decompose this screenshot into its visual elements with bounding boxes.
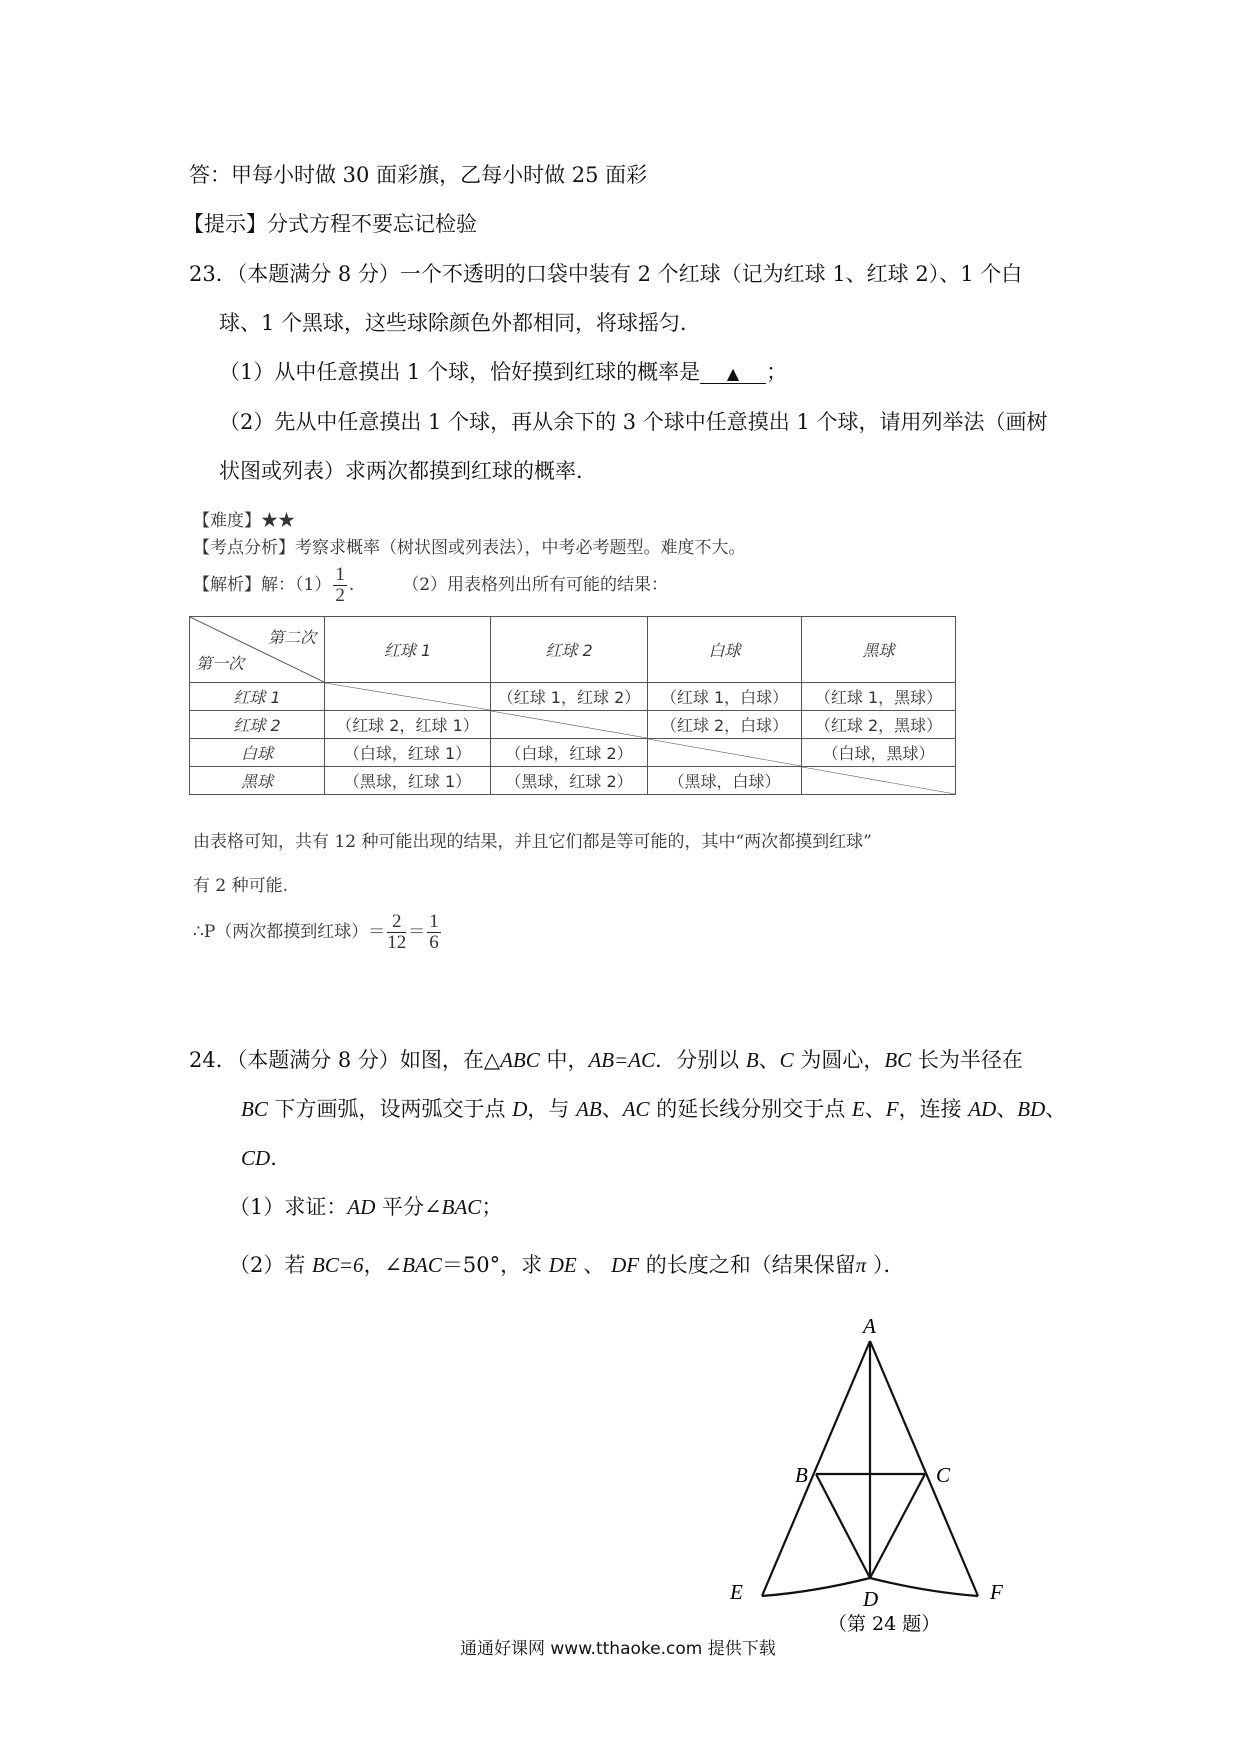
table-cell: （白球，红球 1） [325, 739, 491, 767]
var-abc: ABC [500, 1048, 540, 1072]
var-ab-eq-ac: AB=AC [588, 1048, 656, 1072]
var-c: C [779, 1048, 794, 1072]
segment-bd [816, 1474, 870, 1578]
header-cell: 红球 1 [325, 617, 491, 683]
var-d: D [512, 1097, 528, 1121]
var-bc: BC [884, 1048, 912, 1072]
var-cd: CD [241, 1146, 271, 1170]
hint-line: 【提示】分式方程不要忘记检验 [183, 212, 477, 236]
var-ac: AC [622, 1097, 650, 1121]
q24-text: ）． [866, 1253, 905, 1277]
var-ab: AB [576, 1097, 602, 1121]
diagonal-cell [325, 683, 491, 711]
solution-prefix: 【解析】解：（1） [193, 574, 332, 595]
diagonal-cell [802, 767, 956, 795]
q24-text: 下方画弧，设两弧交于点 [267, 1097, 513, 1121]
row-header: 红球 1 [190, 683, 325, 711]
header-cell: 红球 2 [491, 617, 648, 683]
q23-line2: 球、1 个黑球，这些球除颜色外都相同，将球摇匀． [219, 311, 702, 335]
q24-text: 、 [996, 1097, 1018, 1121]
equals-sign: ＝ [408, 921, 426, 942]
q23-part2-line2: 状图或列表）求两次都摸到红球的概率． [219, 459, 597, 483]
row-header: 白球 [190, 739, 325, 767]
header-cell: 白球 [648, 617, 802, 683]
analysis: 【考点分析】考察求概率（树状图或列表法），中考必考题型。难度不大。 [193, 538, 746, 558]
difficulty: 【难度】★★ [193, 511, 295, 531]
arc-de: DE [548, 1253, 577, 1277]
q23-part2-line1: （2）先从中任意摸出 1 个球，再从余下的 3 个球中任意摸出 1 个球，请用列举法（画树 [219, 410, 1048, 434]
pi-symbol: π [855, 1253, 867, 1277]
q24-text: 24．（本题满分 8 分）如图，在△ [189, 1048, 501, 1072]
geometry-figure [720, 1312, 1020, 1632]
var-b: B [745, 1048, 759, 1072]
fraction-denominator: 6 [429, 931, 439, 953]
segment-cd [870, 1474, 925, 1578]
label-a: A [863, 1314, 876, 1338]
table-cell: （黑球，红球 1） [325, 767, 491, 795]
q24-text: 、 [864, 1097, 886, 1121]
q24-text: 、 [601, 1097, 623, 1121]
table-corner-cell [190, 617, 325, 683]
corner-first-draw: 第一次 [196, 654, 245, 673]
solution-line [193, 565, 668, 606]
q24-text: 、 [758, 1048, 780, 1072]
q23-line1: 23．（本题满分 8 分）一个不透明的口袋中装有 2 个红球（记为红球 1、红球 2）、1 个白 [189, 262, 1023, 286]
q24-part1 [229, 1195, 502, 1220]
conclusion-line2: 有 2 种可能. [193, 876, 289, 896]
fraction-one-sixth [427, 912, 441, 953]
fraction-two-twelfths [387, 912, 406, 953]
var-f: F [885, 1097, 899, 1121]
q24-text: ，与 [527, 1097, 577, 1121]
table-cell: （红球 2，白球） [648, 711, 802, 739]
diagonal-cell [648, 739, 802, 767]
fraction-denominator: 12 [387, 931, 407, 953]
row-header: 黑球 [190, 767, 325, 795]
q24-text: . [270, 1146, 277, 1170]
q24-text: 的长度之和（结果保留 [639, 1253, 856, 1277]
table-cell: （黑球，白球） [648, 767, 802, 795]
var-bac: BAC [402, 1253, 442, 1277]
q24-text: 中， [539, 1048, 589, 1072]
probability-result [193, 912, 443, 953]
q24-text: ； [481, 1195, 503, 1219]
label-e: E [730, 1580, 743, 1604]
q24-text: ，∠ [363, 1253, 403, 1277]
label-c: C [936, 1463, 951, 1487]
arc-df: DF [611, 1253, 640, 1277]
previous-answer: 答：甲每小时做 30 面彩旗，乙每小时做 25 面彩 [189, 163, 648, 187]
fraction-numerator: 1 [429, 911, 439, 932]
table-row [190, 767, 956, 795]
label-d: D [863, 1587, 879, 1611]
answer-blank: ▲ [700, 364, 766, 384]
segment-ae [762, 1341, 870, 1596]
table-row [190, 683, 956, 711]
q24-text: 长为半径在 [911, 1048, 1023, 1072]
table-row [190, 711, 956, 739]
diagonal-cell [491, 711, 648, 739]
fraction-numerator: 1 [335, 564, 345, 585]
q24-part2 [229, 1253, 905, 1278]
table-cell: （白球，黑球） [802, 739, 956, 767]
q24-text: 平分∠ [375, 1195, 442, 1219]
probability-table [189, 616, 956, 795]
label-f: F [990, 1580, 1003, 1604]
q24-text: ，连接 [898, 1097, 969, 1121]
corner-second-draw: 第二次 [267, 628, 316, 647]
header-cell: 黑球 [802, 617, 956, 683]
var-bc: BC [241, 1097, 268, 1121]
q24-text: 、 [1045, 1097, 1067, 1121]
label-b: B [795, 1463, 808, 1487]
arc-ed [762, 1578, 870, 1596]
var-ad: AD [347, 1195, 376, 1219]
q24-text: 的延长线分别交于点 [649, 1097, 852, 1121]
table-cell: （白球，红球 2） [491, 739, 648, 767]
segment-af [870, 1341, 978, 1596]
arc-df [870, 1578, 978, 1596]
q23-part1 [219, 360, 787, 385]
fraction-denominator: 2 [335, 584, 345, 606]
var-ad: AD [968, 1097, 997, 1121]
q24-line1 [189, 1048, 1023, 1073]
q24-text: （1）求证： [229, 1195, 348, 1219]
q24-text: 、 [576, 1253, 612, 1277]
q24-line3 [241, 1146, 277, 1171]
solution-part2: （2）用表格列出所有可能的结果： [402, 574, 669, 595]
table-cell: （红球 2，黑球） [802, 711, 956, 739]
table-cell: （红球 1，红球 2） [491, 683, 648, 711]
q24-text: ．分别以 [655, 1048, 746, 1072]
var-bc-eq-6: BC=6 [312, 1253, 364, 1277]
table-cell: （红球 2，红球 1） [325, 711, 491, 739]
var-bd: BD [1017, 1097, 1046, 1121]
table-cell: （黑球，红球 2） [491, 767, 648, 795]
q24-text: ＝50°，求 [441, 1253, 549, 1277]
q23-part1-end: ； [766, 360, 788, 384]
conclusion-line1: 由表格可知，共有 12 种可能出现的结果，并且它们都是等可能的，其中“两次都摸到红球” [193, 832, 872, 852]
table-row [190, 739, 956, 767]
q24-text: （2）若 [229, 1253, 313, 1277]
q23-part1-text: （1）从中任意摸出 1 个球，恰好摸到红球的概率是 [219, 360, 701, 384]
table-cell: （红球 1，黑球） [802, 683, 956, 711]
solution-sep: . [348, 574, 355, 595]
row-header: 红球 2 [190, 711, 325, 739]
var-bac: BAC [441, 1195, 482, 1219]
q24-text: 为圆心， [793, 1048, 885, 1072]
var-e: E [851, 1097, 865, 1121]
result-prefix: ∴P（两次都摸到红球）＝ [193, 921, 386, 942]
fraction-one-half [333, 565, 347, 606]
figure-caption: （第 24 题） [828, 1613, 941, 1632]
fraction-numerator: 2 [387, 912, 406, 933]
table-cell: （红球 1，白球） [648, 683, 802, 711]
q24-line2 [241, 1097, 1066, 1122]
footer: 通通好课网 www.tthaoke.com 提供下载 [460, 1639, 776, 1659]
